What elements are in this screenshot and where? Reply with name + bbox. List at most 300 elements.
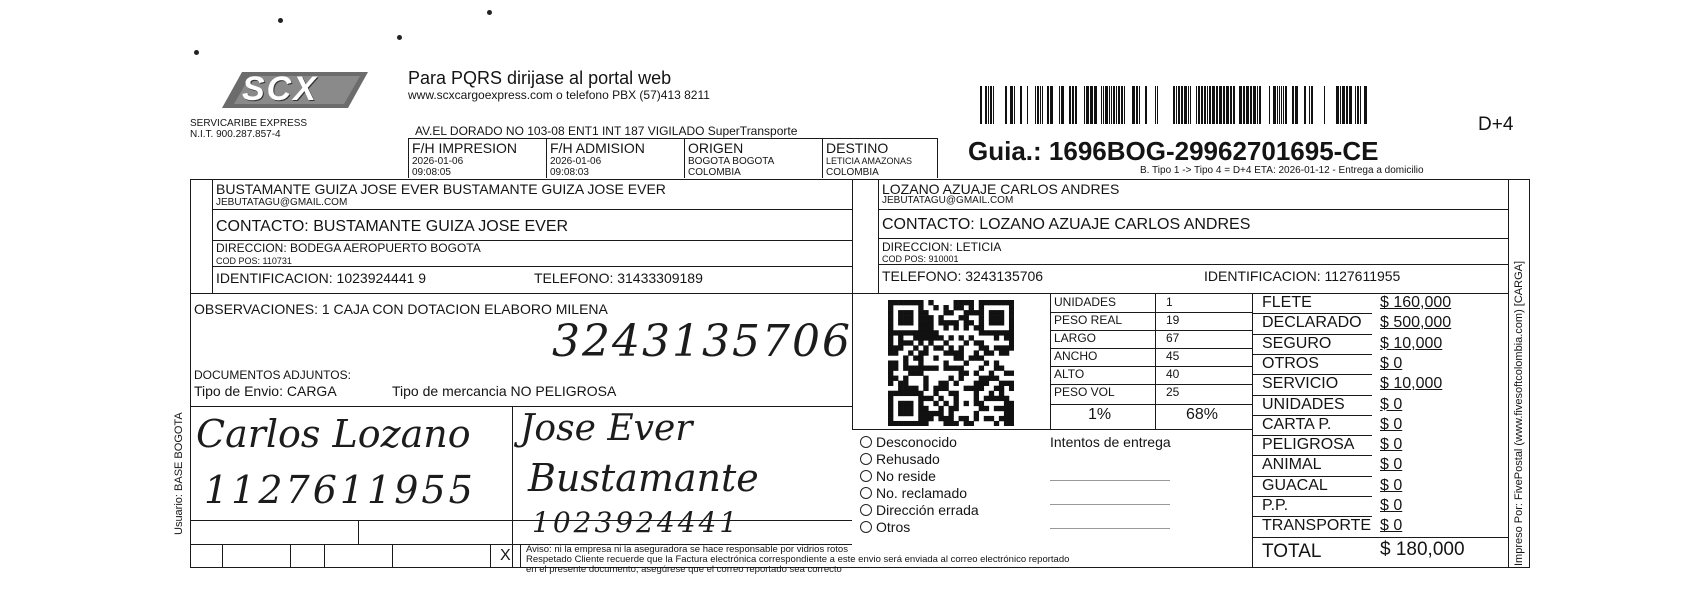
qr-module (918, 391, 923, 396)
qr-module (903, 381, 908, 386)
qr-module (933, 355, 938, 360)
status-option-label: Dirección errada (876, 502, 979, 518)
impresion-date: 2026-01-06 (412, 156, 464, 167)
qr-module (943, 340, 948, 345)
qr-module (888, 345, 893, 350)
divider (878, 179, 879, 293)
charge-value: $ 0 (1380, 354, 1403, 372)
status-option-label: No reside (876, 468, 936, 484)
qr-module (969, 310, 974, 315)
barcode-bar (1109, 86, 1110, 124)
qr-module (913, 421, 918, 426)
qr-module (979, 330, 984, 335)
qr-module (888, 381, 893, 386)
qr-module (888, 360, 893, 365)
qr-module (954, 381, 959, 386)
qr-module (964, 325, 969, 330)
charge-value: $ 0 (1380, 497, 1403, 514)
status-option[interactable] (860, 451, 940, 467)
qr-module (1004, 335, 1009, 340)
qr-module (979, 305, 984, 310)
qr-module (984, 300, 989, 305)
barcode-bar (1061, 86, 1064, 124)
status-option[interactable] (860, 468, 936, 484)
qr-module (1004, 421, 1009, 426)
qr-module (898, 315, 903, 320)
qr-module (923, 421, 928, 426)
qr-module (994, 300, 999, 305)
qr-module (1009, 300, 1014, 305)
qr-module (964, 340, 969, 345)
qr-module (994, 396, 999, 401)
qr-module (984, 396, 989, 401)
barcode-bar (1230, 86, 1232, 124)
qr-module (999, 300, 1004, 305)
divider (852, 429, 1252, 430)
qr-module (979, 376, 984, 381)
barcode-bar (1005, 86, 1007, 124)
qr-module (903, 330, 908, 335)
qr-module (903, 376, 908, 381)
charge-label: OTROS (1262, 354, 1319, 372)
qr-module (954, 396, 959, 401)
logo (220, 68, 370, 110)
qr-module (918, 340, 923, 345)
divider (190, 520, 852, 521)
admision-date: 2026-01-06 (550, 156, 602, 167)
charge-value: $ 10,000 (1380, 375, 1443, 393)
qr-module (913, 300, 918, 305)
qr-module (903, 300, 908, 305)
divider (212, 266, 852, 267)
barcode-bar (1157, 86, 1158, 124)
qr-module (888, 325, 893, 330)
barcode-bar (1035, 86, 1036, 124)
qr-module (1009, 330, 1014, 335)
qr-module (954, 391, 959, 396)
origen-label: ORIGEN (688, 140, 744, 156)
guia-number: Guia.: 1696BOG-2996270169​5-CE (968, 136, 1379, 166)
qr-module (938, 345, 943, 350)
radio-circle-icon[interactable] (860, 521, 872, 533)
total-label: TOTAL (1262, 541, 1322, 562)
qr-module (984, 406, 989, 411)
qr-module (918, 396, 923, 401)
qr-module (979, 340, 984, 345)
barcode-bar (1176, 86, 1177, 124)
qr-module (893, 360, 898, 365)
qr-module (1009, 421, 1014, 426)
status-option-label: Otros (876, 519, 911, 535)
barcode-bar (1355, 86, 1356, 124)
barcode-bar (1113, 86, 1115, 124)
qr-module (954, 401, 959, 406)
handwritten-sender-name: Jose Ever (520, 408, 693, 449)
divider (212, 179, 213, 293)
admision-time: 09:08:03 (550, 167, 589, 178)
barcode-bar (1324, 86, 1325, 124)
barcode-bar (1027, 86, 1028, 124)
intento-line[interactable] (1050, 480, 1170, 481)
divider (684, 138, 685, 178)
qr-module (959, 300, 964, 305)
qr-module (923, 386, 928, 391)
charge-value: $ 0 (1380, 456, 1403, 474)
barcode-bar (1124, 86, 1125, 124)
qr-module (1004, 401, 1009, 406)
qr-module (1004, 406, 1009, 411)
barcode-bar (1184, 86, 1187, 124)
barcode-bar (1132, 86, 1135, 124)
barcode-bar (1059, 86, 1060, 124)
barcode-bar (1075, 86, 1077, 124)
divider (490, 544, 491, 568)
qr-module (984, 350, 989, 355)
qr-module (943, 320, 948, 325)
qr-module (898, 340, 903, 345)
measure-label: PESO VOL (1054, 385, 1115, 399)
barcode-bar (1014, 86, 1015, 124)
qr-module (994, 421, 999, 426)
barcode-bar (1336, 86, 1339, 124)
qr-module (943, 360, 948, 365)
barcode-bar (1050, 86, 1053, 124)
qr-module (1009, 335, 1014, 340)
intento-line[interactable] (1050, 504, 1170, 505)
qr-module (979, 381, 984, 386)
barcode-bar (1196, 86, 1197, 124)
qr-module (974, 386, 979, 391)
qr-module (989, 376, 994, 381)
receiver-id: IDENTIFICACION: 1127611955 (1204, 268, 1401, 284)
status-option[interactable] (860, 502, 979, 518)
measure-label: ANCHO (1054, 349, 1098, 363)
measure-value: 40 (1166, 367, 1180, 381)
radio-circle-icon[interactable] (860, 504, 872, 516)
qr-module (908, 401, 913, 406)
barcode-bar (1346, 86, 1348, 124)
qr-module (994, 315, 999, 320)
status-option[interactable] (860, 434, 957, 450)
qr-module (979, 345, 984, 350)
divider (1252, 374, 1372, 375)
barcode-bar (1198, 86, 1200, 124)
status-option-label: Desconocido (876, 434, 957, 450)
qr-module (923, 376, 928, 381)
logo-text: SCX (242, 70, 318, 108)
qr-module (893, 345, 898, 350)
qr-module (959, 355, 964, 360)
qr-module (888, 416, 893, 421)
barcode-bar (1105, 86, 1108, 124)
radio-circle-icon[interactable] (860, 487, 872, 499)
qr-module (888, 350, 893, 355)
qr-module (918, 320, 923, 325)
sender-name: BUSTAMANTE GUIZA JOSE EVER BUSTAMANTE GUIZA JOSE EVER (216, 181, 666, 197)
qr-module (989, 371, 994, 376)
qr-module (908, 310, 913, 315)
qr-module (888, 330, 893, 335)
qr-module (979, 315, 984, 320)
qr-module (913, 386, 918, 391)
measure-value: 67 (1166, 331, 1180, 345)
barcode-bar (1204, 86, 1206, 124)
measure-label: LARGO (1054, 331, 1097, 345)
qr-module (888, 305, 893, 310)
qr-module (969, 386, 974, 391)
qr-module (964, 386, 969, 391)
barcode-bar (1212, 86, 1215, 124)
qr-module (928, 300, 933, 305)
company-address: AV.EL DORADO NO 103-08 ENT1 INT 187 VIGILADO SuperTransporte (415, 124, 798, 138)
qr-module (928, 366, 933, 371)
qr-module (999, 381, 1004, 386)
qr-module (1009, 381, 1014, 386)
charge-label: ANIMAL (1262, 456, 1322, 474)
qr-module (989, 350, 994, 355)
charge-value: $ 0 (1380, 395, 1403, 413)
charge-label: DECLARADO (1262, 314, 1362, 332)
qr-module (969, 421, 974, 426)
qr-module (923, 325, 928, 330)
qr-module (898, 411, 903, 416)
percent-a: 1% (1088, 406, 1112, 423)
divider (878, 238, 1508, 239)
qr-module (999, 350, 1004, 355)
barcode-bar (1340, 86, 1341, 124)
measure-value: 1 (1166, 295, 1173, 309)
qr-module (938, 320, 943, 325)
barcode-bar (1277, 86, 1278, 124)
qr-module (888, 320, 893, 325)
aviso-line-1: Aviso: ni la empresa ni la aseguradora se hace responsable por vidrios rotos (526, 544, 848, 555)
measure-value: 25 (1166, 385, 1180, 399)
qr-module (928, 340, 933, 345)
charge-label: SERVICIO (1262, 375, 1339, 393)
qr-module (979, 386, 984, 391)
qr-module (979, 320, 984, 325)
divider (1252, 334, 1372, 335)
qr-module (928, 411, 933, 416)
qr-module (989, 396, 994, 401)
destino-label: DESTINO (826, 140, 889, 156)
barcode-bar (1173, 86, 1175, 124)
qr-module (1009, 386, 1014, 391)
qr-module (898, 401, 903, 406)
qr-module (898, 421, 903, 426)
qr-module (943, 421, 948, 426)
barcode-bar (1190, 86, 1191, 124)
qr-module (893, 350, 898, 355)
qr-module (938, 411, 943, 416)
qr-module (923, 330, 928, 335)
charge-value: $ 160,000 (1380, 294, 1452, 311)
mercancia-type: Tipo de mercancia NO PELIGROSA (392, 383, 617, 399)
divider (1252, 313, 1372, 314)
barcode-bar (1201, 86, 1203, 124)
barcode-bar (1139, 86, 1140, 124)
charge-value: $ 500,000 (1380, 314, 1452, 332)
qr-module (898, 345, 903, 350)
qr-module (979, 300, 984, 305)
qr-module (923, 416, 928, 421)
barcode-bar (1257, 86, 1258, 124)
docs-label: DOCUMENTOS ADJUNTOS: (194, 368, 351, 382)
aviso-line-2: Respetado Cliente recuerde que la Factura electrónica correspondiente a este envio será enviada al correo electrónico reportado (526, 554, 1070, 565)
divider (1252, 435, 1372, 436)
sender-postal: COD POS: 110731 (216, 256, 292, 266)
qr-module (974, 396, 979, 401)
barcode-bar (1207, 86, 1208, 124)
qr-module (898, 386, 903, 391)
radio-circle-icon[interactable] (860, 470, 872, 482)
sender-id: IDENTIFICACION: 1023924441 9 (216, 270, 427, 286)
qr-module (903, 406, 908, 411)
barcode-bar (1145, 86, 1147, 124)
charge-label: PELIGROSA (1262, 436, 1355, 454)
qr-module (1009, 320, 1014, 325)
qr-module (918, 406, 923, 411)
qr-module (948, 406, 953, 411)
handwritten-sender-id: 1023924441 (532, 506, 741, 539)
qr-module (974, 310, 979, 315)
qr-module (893, 421, 898, 426)
qr-module (938, 386, 943, 391)
qr-module (1004, 330, 1009, 335)
qr-module (893, 300, 898, 305)
qr-module (923, 320, 928, 325)
qr-module (903, 421, 908, 426)
qr-module (933, 335, 938, 340)
aviso-line-3: en el presente documento, asegúrese que el correo reportado sea correcto (526, 564, 842, 575)
qr-module (898, 381, 903, 386)
qr-module (994, 330, 999, 335)
qr-module (959, 366, 964, 371)
divider (1508, 179, 1509, 568)
barcode-bar (990, 86, 992, 124)
qr-module (923, 350, 928, 355)
qr-module (964, 300, 969, 305)
qr-module (964, 310, 969, 315)
destino-city: LETICIA AMAZONAS (826, 156, 913, 166)
qr-module (1009, 401, 1014, 406)
barcode-bar (1136, 86, 1138, 124)
qr-module (984, 376, 989, 381)
divider (878, 264, 1508, 265)
qr-code (888, 300, 1014, 426)
qr-module (969, 305, 974, 310)
divider (392, 544, 393, 568)
intento-line[interactable] (1050, 528, 1170, 529)
qr-module (984, 345, 989, 350)
barcode-bar (1285, 86, 1287, 124)
barcode-bar (1239, 86, 1242, 124)
qr-module (943, 386, 948, 391)
qr-module (1009, 416, 1014, 421)
qr-module (999, 330, 1004, 335)
barcode-bar (1283, 86, 1284, 124)
qr-module (969, 355, 974, 360)
sender-contact: CONTACTO: BUSTAMANTE GUIZA JOSE EVER (216, 218, 569, 235)
barcode (980, 86, 1370, 124)
qr-module (974, 325, 979, 330)
qr-module (979, 355, 984, 360)
qr-module (918, 310, 923, 315)
qr-module (898, 335, 903, 340)
qr-module (923, 411, 928, 416)
receiver-postal: COD POS: 910001 (882, 254, 959, 264)
divider (1252, 516, 1372, 517)
qr-module (994, 406, 999, 411)
qr-module (903, 355, 908, 360)
side-usuario: Usuario: BASE BOGOTA (173, 412, 185, 535)
status-option[interactable] (860, 519, 910, 535)
qr-module (943, 401, 948, 406)
barcode-bar (1360, 86, 1361, 124)
qr-module (943, 366, 948, 371)
qr-module (928, 320, 933, 325)
qr-module (1009, 305, 1014, 310)
qr-module (959, 315, 964, 320)
barcode-bar (1040, 86, 1041, 124)
handwritten-receiver-name: Carlos Lozano (196, 412, 471, 456)
radio-circle-icon[interactable] (860, 453, 872, 465)
qr-module (1009, 411, 1014, 416)
qr-module (954, 300, 959, 305)
measure-label: UNIDADES (1054, 295, 1117, 309)
charge-label: CARTA P. (1262, 415, 1332, 433)
status-option[interactable] (860, 485, 967, 501)
qr-module (1004, 371, 1009, 376)
radio-circle-icon[interactable] (860, 436, 872, 448)
qr-module (984, 330, 989, 335)
qr-module (989, 300, 994, 305)
qr-module (948, 320, 953, 325)
divider (358, 520, 359, 544)
qr-module (888, 401, 893, 406)
qr-module (1004, 411, 1009, 416)
divider (546, 138, 547, 178)
divider (1252, 476, 1372, 477)
qr-module (1004, 396, 1009, 401)
measure-value: 19 (1166, 313, 1180, 327)
qr-module (888, 391, 893, 396)
qr-module (1004, 345, 1009, 350)
barcode-bar (1304, 86, 1306, 124)
qr-module (974, 416, 979, 421)
qr-module (1009, 406, 1014, 411)
qr-module (994, 320, 999, 325)
barcode-bar (1253, 86, 1256, 124)
qr-module (999, 386, 1004, 391)
company-name: SERVICARIBE EXPRESS (190, 118, 308, 129)
pqrs-subtitle: www.scxcargoexpress.com o telefono PBX (57)413 8211 (408, 88, 710, 102)
qr-module (913, 391, 918, 396)
barcode-bar (1259, 86, 1261, 124)
qr-module (989, 391, 994, 396)
qr-module (918, 335, 923, 340)
qr-module (943, 325, 948, 330)
divider (1050, 330, 1252, 331)
qr-module (999, 396, 1004, 401)
qr-module (954, 350, 959, 355)
receiver-name: LOZANO AZUAJE CARLOS ANDRES (882, 181, 1120, 197)
qr-module (928, 416, 933, 421)
qr-module (933, 345, 938, 350)
barcode-bar (1042, 86, 1043, 124)
qr-module (918, 401, 923, 406)
qr-module (969, 320, 974, 325)
